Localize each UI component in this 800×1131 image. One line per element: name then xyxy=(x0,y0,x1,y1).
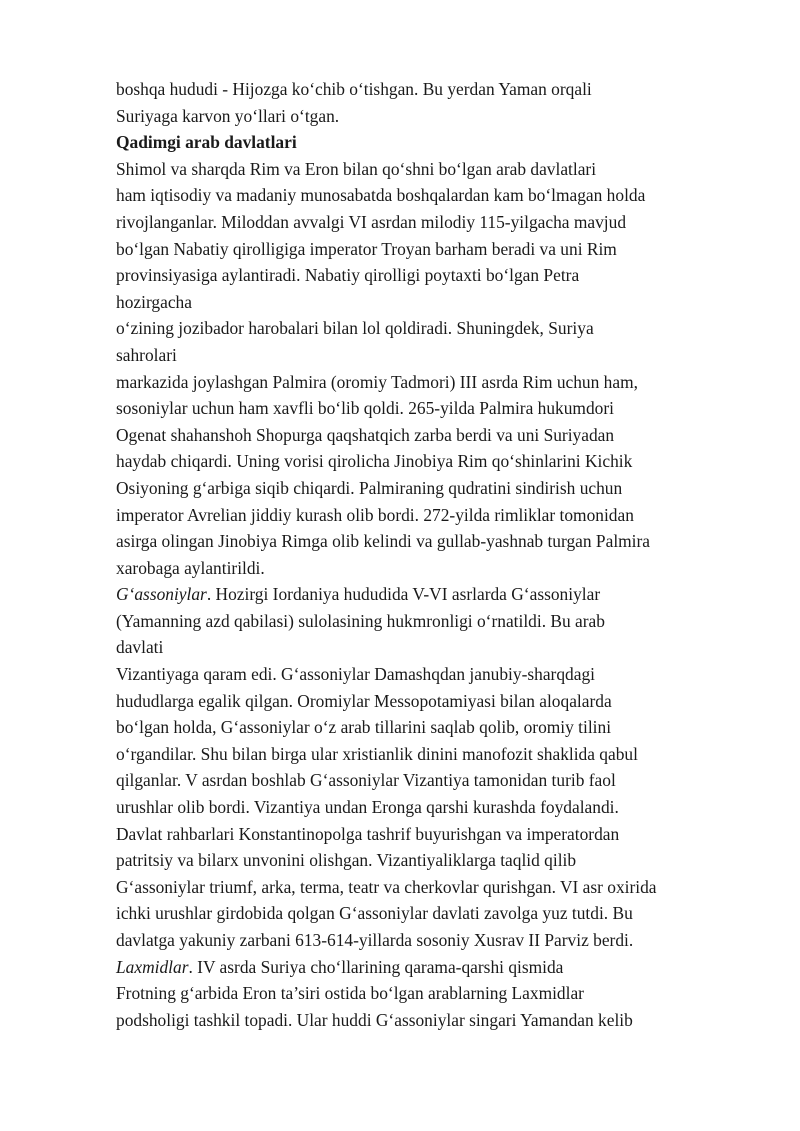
text-line: Shimol va sharqda Rim va Eron bilan qo‘shni bo‘lgan arab davlatlari xyxy=(116,158,597,179)
text-line: davlati xyxy=(116,637,164,658)
text-line: Frotning g‘arbida Eron ta’siri ostida bo‘lgan arablarning Laxmidlar xyxy=(116,983,584,1004)
text-line: qilganlar. V asrdan boshlab G‘assoniylar Vizantiya tamonidan turib faol xyxy=(116,770,616,791)
text-line: provinsiyasiga aylantiradi. Nabatiy qirolligi poytaxti bo‘lgan Petra xyxy=(116,265,580,286)
text-line: patritsiy va bilarx unvonini olishgan. Vizantiyaliklarga taqlid qilib xyxy=(116,850,577,871)
document-page xyxy=(116,76,756,1033)
text-line: Vizantiyaga qaram edi. G‘assoniylar Damashqdan janubiy-sharqdagi xyxy=(116,664,595,685)
text-line: o‘zining jozibador harobalari bilan lol qoldiradi. Shuningdek, Suriya xyxy=(116,318,594,339)
document-body xyxy=(116,76,756,1033)
text-line: xarobaga aylantirildi. xyxy=(116,557,265,578)
section-heading: Qadimgi arab davlatlari xyxy=(116,132,297,153)
text-line: imperator Avrelian jiddiy kurash olib bordi. 272-yilda rimliklar tomonidan xyxy=(116,504,634,525)
text-line: sahrolari xyxy=(116,344,177,365)
text-line: Suriyaga karvon yo‘llari o‘tgan. xyxy=(116,105,340,126)
text-line: Osiyoning g‘arbiga siqib chiqardi. Palmiraning qudratini sindirish uchun xyxy=(116,477,623,498)
text-line: asirga olingan Jinobiya Rimga olib kelindi va gullab-yashnab turgan Palmira xyxy=(116,531,651,552)
text-line: Ogenat shahanshoh Shopurga qaqshatqich zarba berdi va uni Suriyadan xyxy=(116,424,615,445)
text-line: hozirgacha xyxy=(116,291,192,312)
text-line: (Yamanning azd qabilasi) sulolasining hukmronligi o‘rnatildi. Bu arab xyxy=(116,610,605,631)
text-line: ham iqtisodiy va madaniy munosabatda boshqalardan kam bo‘lmagan holda xyxy=(116,185,646,206)
text-line: sosoniylar uchun ham xavfli bo‘lib qoldi. 265-yilda Palmira hukumdori xyxy=(116,398,614,419)
text-line: bo‘lgan Nabatiy qirolligiga imperator Troyan barham beradi va uni Rim xyxy=(116,238,617,259)
text-line-content: . Hozirgi Iordaniya hududida V-VI asrlarda G‘assoniylar xyxy=(206,584,601,605)
text-line: boshqa hududi - Hijozga ko‘chib o‘tishgan. Bu yerdan Yaman orqali xyxy=(116,79,592,99)
text-line: G‘assoniylar triumf, arka, terma, teatr va cherkovlar qurishgan. VI asr oxirida xyxy=(116,876,657,897)
text-line: bo‘lgan holda, G‘assoniylar o‘z arab tillarini saqlab qolib, oromiy tilini xyxy=(116,717,612,738)
text-line: markazida joylashgan Palmira (oromiy Tadmori) III asrda Rim uchun ham, xyxy=(116,371,638,392)
text-line xyxy=(116,954,756,981)
text-line: rivojlanganlar. Miloddan avvalgi VI asrdan milodiy 115-yilgacha mavjud xyxy=(116,211,627,232)
term-label: G‘assoniylar xyxy=(116,584,207,605)
text-line: davlatga yakuniy zarbani 613-614-yillarda sosoniy Xusrav II Parviz berdi. xyxy=(116,930,634,950)
text-line: podsholigi tashkil topadi. Ular huddi G‘assoniylar singari Yamandan kelib xyxy=(116,1009,633,1030)
text-line: o‘rgandilar. Shu bilan birga ular xristianlik dinini manofozit shaklida qabul xyxy=(116,743,638,764)
text-line: Davlat rahbarlari Konstantinopolga tashrif buyurishgan va imperatordan xyxy=(116,823,620,844)
text-line: ichki urushlar girdobida qolgan G‘assoniylar davlati zavolga yuz tutdi. Bu xyxy=(116,903,633,924)
text-line: hududlarga egalik qilgan. Oromiylar Messopotamiyasi bilan aloqalarda xyxy=(116,690,612,711)
text-line xyxy=(116,581,756,608)
term-label: Laxmidlar xyxy=(116,956,189,977)
text-line: urushlar olib bordi. Vizantiya undan Eronga qarshi kurashda foydalandi. xyxy=(116,797,619,818)
text-line: haydab chiqardi. Uning vorisi qirolicha Jinobiya Rim qo‘shinlarini Kichik xyxy=(116,451,633,472)
text-line-content: . IV asrda Suriya cho‘llarining qarama-qarshi qismida xyxy=(188,956,564,977)
